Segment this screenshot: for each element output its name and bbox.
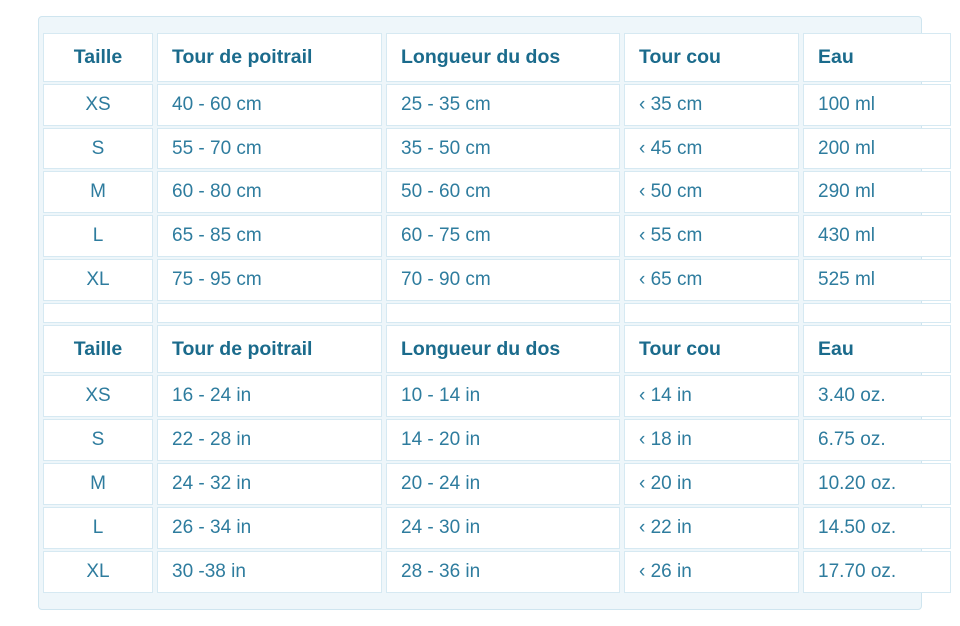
cell-water: 290 ml [803,171,951,213]
table-row [43,128,951,170]
table-row [43,215,951,257]
cell-size: XL [43,551,153,593]
spacer-cell [157,303,382,323]
column-header-eau: Eau [803,33,951,81]
cell-size: XS [43,375,153,417]
cell-size: M [43,171,153,213]
size-chart-table [39,31,955,594]
cell-neck: ‹ 65 cm [624,259,799,301]
column-header-longueur-du-dos: Longueur du dos [386,33,620,81]
metric-section [43,33,951,323]
cell-chest: 75 - 95 cm [157,259,382,301]
column-header-tour-de-poitrail: Tour de poitrail [157,33,382,81]
cell-neck: ‹ 18 in [624,419,799,461]
cell-water: 17.70 oz. [803,551,951,593]
table-row [43,507,951,549]
column-header-tour-cou: Tour cou [624,33,799,81]
cell-back: 60 - 75 cm [386,215,620,257]
table-row [43,84,951,126]
column-header-longueur-du-dos: Longueur du dos [386,325,620,373]
cell-chest: 24 - 32 in [157,463,382,505]
table-header-row-imperial [43,325,951,373]
cell-chest: 30 -38 in [157,551,382,593]
table-row [43,375,951,417]
column-header-tour-de-poitrail: Tour de poitrail [157,325,382,373]
cell-water: 100 ml [803,84,951,126]
cell-water: 525 ml [803,259,951,301]
cell-size: M [43,463,153,505]
cell-back: 70 - 90 cm [386,259,620,301]
cell-water: 6.75 oz. [803,419,951,461]
cell-back: 50 - 60 cm [386,171,620,213]
column-header-taille: Taille [43,325,153,373]
table-row [43,551,951,593]
cell-chest: 26 - 34 in [157,507,382,549]
imperial-section [43,325,951,593]
cell-back: 20 - 24 in [386,463,620,505]
cell-water: 200 ml [803,128,951,170]
cell-neck: ‹ 35 cm [624,84,799,126]
cell-back: 25 - 35 cm [386,84,620,126]
cell-chest: 16 - 24 in [157,375,382,417]
cell-neck: ‹ 26 in [624,551,799,593]
table-row [43,463,951,505]
cell-size: S [43,128,153,170]
size-chart-frame [38,16,922,609]
table-row [43,171,951,213]
cell-neck: ‹ 50 cm [624,171,799,213]
cell-back: 28 - 36 in [386,551,620,593]
cell-size: L [43,507,153,549]
cell-back: 14 - 20 in [386,419,620,461]
cell-back: 35 - 50 cm [386,128,620,170]
cell-neck: ‹ 20 in [624,463,799,505]
spacer-cell [43,303,153,323]
cell-water: 3.40 oz. [803,375,951,417]
table-row [43,259,951,301]
column-header-eau: Eau [803,325,951,373]
cell-chest: 55 - 70 cm [157,128,382,170]
cell-chest: 60 - 80 cm [157,171,382,213]
cell-water: 430 ml [803,215,951,257]
section-spacer [43,303,951,323]
cell-back: 10 - 14 in [386,375,620,417]
column-header-taille: Taille [43,33,153,81]
spacer-cell [803,303,951,323]
cell-water: 14.50 oz. [803,507,951,549]
cell-size: S [43,419,153,461]
spacer-cell [386,303,620,323]
cell-size: XL [43,259,153,301]
cell-chest: 65 - 85 cm [157,215,382,257]
cell-neck: ‹ 55 cm [624,215,799,257]
cell-neck: ‹ 45 cm [624,128,799,170]
cell-chest: 40 - 60 cm [157,84,382,126]
column-header-tour-cou: Tour cou [624,325,799,373]
cell-water: 10.20 oz. [803,463,951,505]
cell-back: 24 - 30 in [386,507,620,549]
table-row [43,419,951,461]
table-header-row-metric [43,33,951,81]
cell-neck: ‹ 14 in [624,375,799,417]
cell-neck: ‹ 22 in [624,507,799,549]
cell-size: L [43,215,153,257]
cell-chest: 22 - 28 in [157,419,382,461]
spacer-cell [624,303,799,323]
cell-size: XS [43,84,153,126]
